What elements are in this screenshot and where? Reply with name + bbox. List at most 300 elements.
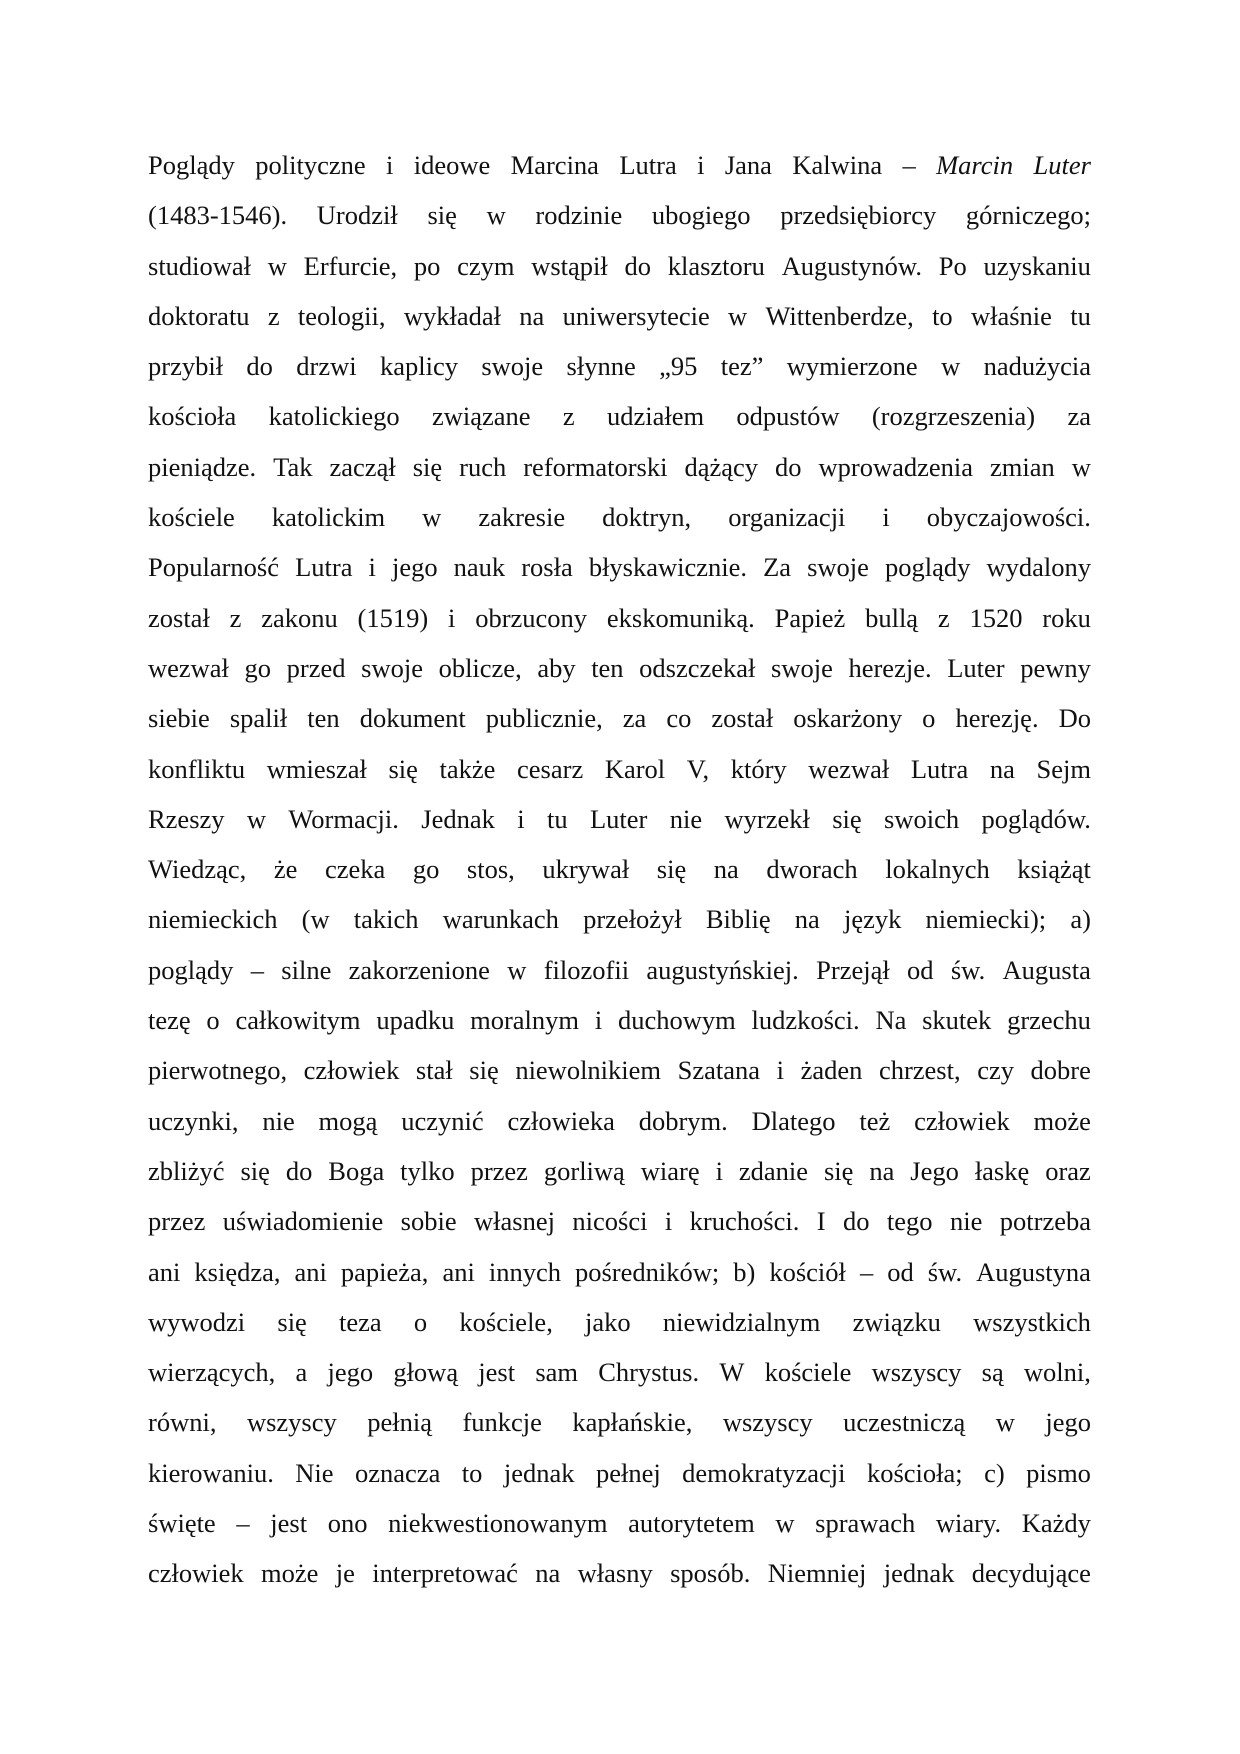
word: jest bbox=[478, 1357, 516, 1388]
word: się bbox=[427, 200, 457, 231]
word: ani bbox=[294, 1256, 327, 1287]
word: Karol bbox=[604, 753, 666, 784]
word: sobie bbox=[400, 1206, 457, 1237]
word: i bbox=[386, 150, 394, 180]
word: do bbox=[624, 250, 651, 281]
word: kościół bbox=[769, 1256, 846, 1287]
word: niewolnikiem bbox=[515, 1055, 662, 1086]
word: w bbox=[267, 250, 287, 281]
word: Nie bbox=[295, 1457, 334, 1488]
word: w bbox=[728, 300, 748, 331]
word: (1483-1546). bbox=[148, 200, 288, 231]
word: oraz bbox=[1045, 1155, 1091, 1186]
word: rosła bbox=[521, 552, 573, 583]
word: i bbox=[697, 150, 705, 180]
word: żaden bbox=[800, 1055, 863, 1086]
word: górniczego; bbox=[965, 200, 1091, 231]
word: bullą bbox=[865, 602, 919, 633]
word: w bbox=[995, 1407, 1015, 1438]
word: udziałem bbox=[606, 401, 705, 432]
word: się bbox=[388, 753, 418, 784]
word: grzechu bbox=[1007, 1005, 1091, 1036]
word: stos, bbox=[466, 854, 515, 885]
word: może bbox=[1033, 1105, 1091, 1136]
word: Wormacji. bbox=[288, 803, 399, 834]
word: kościele, bbox=[459, 1306, 553, 1337]
word: Kalwina bbox=[792, 150, 883, 180]
word: go bbox=[412, 854, 440, 885]
word: b) bbox=[733, 1256, 756, 1287]
word: konfliktu bbox=[148, 753, 246, 784]
word: filozofii bbox=[543, 954, 630, 985]
word: wiarę bbox=[640, 1155, 700, 1186]
word: sam bbox=[535, 1357, 579, 1388]
word: człowieka bbox=[507, 1105, 615, 1136]
word: nie bbox=[262, 1105, 295, 1136]
word: wstąpił bbox=[531, 250, 608, 281]
word: jego bbox=[327, 1357, 374, 1388]
word: swoje bbox=[771, 652, 833, 683]
word: jednak bbox=[503, 1457, 575, 1488]
word: św. bbox=[927, 1256, 963, 1287]
word: Do bbox=[1058, 703, 1091, 734]
word: ruch bbox=[459, 451, 507, 482]
word: z bbox=[267, 300, 280, 331]
word: i bbox=[715, 1155, 723, 1186]
word: do bbox=[843, 1206, 870, 1237]
word: co bbox=[666, 703, 692, 734]
word: z bbox=[562, 401, 575, 432]
word: Augusta bbox=[1002, 954, 1091, 985]
word: na bbox=[794, 904, 820, 935]
word: gorliwą bbox=[543, 1155, 625, 1186]
word: się bbox=[240, 1155, 270, 1186]
word: katolickiego bbox=[268, 401, 400, 432]
word: ukrywał bbox=[542, 854, 630, 885]
word: się bbox=[469, 1055, 499, 1086]
word: tylko bbox=[400, 1155, 455, 1186]
word: skutek bbox=[922, 1005, 992, 1036]
word: i bbox=[882, 502, 890, 533]
word: wymierzone bbox=[786, 351, 918, 382]
word: upadku bbox=[376, 1005, 455, 1036]
word: Sejm bbox=[1036, 753, 1091, 784]
word: Przejął bbox=[816, 954, 890, 985]
word: teologii, bbox=[297, 300, 386, 331]
word: swoje bbox=[481, 351, 544, 382]
text-line bbox=[148, 794, 1091, 844]
word: Wittenberdze, bbox=[765, 300, 914, 331]
word: nicości bbox=[572, 1206, 648, 1237]
text-line bbox=[148, 1045, 1091, 1095]
word: V, bbox=[686, 753, 710, 784]
word: do bbox=[285, 1155, 313, 1186]
word: cesarz bbox=[517, 753, 584, 784]
word: ten bbox=[307, 703, 340, 734]
word: jego bbox=[391, 552, 438, 583]
word: przełożył bbox=[583, 904, 682, 935]
word: aby bbox=[537, 652, 576, 683]
word: się bbox=[823, 1155, 854, 1186]
word: duchowym bbox=[617, 1005, 736, 1036]
word: wydalony bbox=[986, 552, 1091, 583]
word: człowiek bbox=[303, 1055, 400, 1086]
word: I bbox=[816, 1206, 826, 1237]
word: zaczął bbox=[329, 451, 396, 482]
word: ekskomuniką. bbox=[606, 602, 755, 633]
word: są bbox=[981, 1357, 1004, 1388]
word: kapłańskie, bbox=[572, 1407, 693, 1438]
word: także bbox=[439, 753, 496, 784]
text-line bbox=[148, 1548, 1091, 1598]
word: i bbox=[594, 1005, 603, 1036]
text-line bbox=[148, 492, 1091, 542]
word: słynne bbox=[566, 351, 636, 382]
word: nie bbox=[669, 803, 703, 834]
word: swoje bbox=[361, 652, 423, 683]
word: W bbox=[719, 1357, 745, 1388]
word: po bbox=[413, 250, 441, 281]
word: herezję. bbox=[955, 703, 1039, 734]
word: Marcina bbox=[510, 150, 599, 180]
word: Rzeszy bbox=[148, 803, 225, 834]
word: na bbox=[869, 1155, 895, 1186]
word: że bbox=[273, 854, 298, 885]
word: drzwi bbox=[296, 351, 357, 382]
text-line bbox=[148, 391, 1091, 441]
word: kościoła; bbox=[866, 1457, 963, 1488]
word: chrzest, bbox=[878, 1055, 961, 1086]
word: Lutra bbox=[295, 552, 353, 583]
text-line bbox=[148, 894, 1091, 944]
word: uczynki, bbox=[148, 1105, 239, 1136]
word: nauk bbox=[453, 552, 506, 583]
word: w bbox=[422, 502, 442, 533]
word: niemieckich bbox=[148, 904, 278, 935]
word: rodzinie bbox=[535, 200, 623, 231]
word: wszystkich bbox=[973, 1306, 1091, 1337]
word: Tak bbox=[273, 451, 313, 482]
text-line bbox=[148, 1247, 1091, 1297]
word: – bbox=[902, 150, 916, 180]
word: zdanie bbox=[738, 1155, 809, 1186]
word: Popularność bbox=[148, 552, 280, 583]
word: Papież bbox=[774, 602, 846, 633]
word: i bbox=[517, 803, 525, 834]
word: swoich bbox=[884, 803, 960, 834]
word: tez” bbox=[720, 351, 764, 382]
word: potrzeba bbox=[999, 1206, 1091, 1237]
word: jako bbox=[585, 1306, 631, 1337]
word: wezwał bbox=[148, 652, 229, 683]
word: Urodził bbox=[316, 200, 398, 231]
word: pełnej bbox=[595, 1457, 661, 1488]
word: przed bbox=[286, 652, 346, 683]
word: czym bbox=[457, 250, 515, 281]
word: może bbox=[261, 1558, 319, 1589]
word: uniwersytecie bbox=[562, 300, 710, 331]
word: augustyńskiej. bbox=[646, 954, 799, 985]
word: od bbox=[887, 1256, 914, 1287]
word: poglądy bbox=[148, 954, 234, 985]
word: dworach bbox=[766, 854, 858, 885]
word: dobrym. bbox=[638, 1105, 728, 1136]
word: poglądów. bbox=[981, 803, 1091, 834]
text-line bbox=[148, 1448, 1091, 1498]
word: wszyscy bbox=[871, 1357, 962, 1388]
word: wprowadzenia bbox=[818, 451, 974, 482]
word: ubogiego bbox=[651, 200, 751, 231]
word: ono bbox=[327, 1508, 368, 1539]
word: przez bbox=[470, 1155, 528, 1186]
word: własny bbox=[577, 1558, 653, 1589]
text-line bbox=[148, 1096, 1091, 1146]
word: Jednak bbox=[421, 803, 495, 834]
word: związku bbox=[852, 1306, 941, 1337]
word: ten bbox=[591, 652, 624, 683]
word: niemiecki); bbox=[925, 904, 1047, 935]
word: Lutra bbox=[619, 150, 677, 180]
text-line bbox=[148, 995, 1091, 1045]
word: ani bbox=[148, 1256, 181, 1287]
word: (w bbox=[301, 904, 330, 935]
word: przedsiębiorcy bbox=[780, 200, 937, 231]
text-line bbox=[148, 1498, 1091, 1548]
word: uczynić bbox=[401, 1105, 484, 1136]
word: niewidzialnym bbox=[662, 1306, 821, 1337]
word: wywodzi bbox=[148, 1306, 246, 1337]
text-line bbox=[148, 1196, 1091, 1246]
word: wyrzekł bbox=[724, 803, 810, 834]
text-line bbox=[148, 593, 1091, 643]
word: zakresie bbox=[478, 502, 566, 533]
word: zmian bbox=[990, 451, 1055, 482]
word: Augustyna bbox=[976, 1256, 1091, 1287]
word: wolni, bbox=[1023, 1357, 1091, 1388]
word: poglądy bbox=[885, 552, 971, 583]
word: o bbox=[413, 1306, 428, 1337]
word: kościoła bbox=[148, 401, 237, 432]
word: a bbox=[295, 1357, 308, 1388]
word: własnej bbox=[474, 1206, 555, 1237]
word: właśnie bbox=[970, 300, 1052, 331]
word: doktoratu bbox=[148, 300, 250, 331]
word: wykładał bbox=[403, 300, 501, 331]
word: pewny bbox=[1020, 652, 1091, 683]
word: wezwał bbox=[808, 753, 890, 784]
text-line bbox=[148, 1397, 1091, 1447]
word: w bbox=[775, 1508, 795, 1539]
word: obrzucony bbox=[475, 602, 588, 633]
word: za bbox=[622, 703, 647, 734]
word: stał bbox=[415, 1055, 453, 1086]
word: zbliżyć bbox=[148, 1155, 225, 1186]
word: zakonu bbox=[261, 602, 338, 633]
word: łaskę bbox=[974, 1155, 1030, 1186]
word: został bbox=[148, 602, 210, 633]
word: jednak bbox=[883, 1558, 955, 1589]
word: sprawach bbox=[815, 1508, 916, 1539]
word: na bbox=[713, 854, 739, 885]
word: Jego bbox=[910, 1155, 959, 1186]
word: Marcin bbox=[936, 150, 1014, 180]
text-line bbox=[148, 744, 1091, 794]
word: z bbox=[229, 602, 242, 633]
word: przybił bbox=[148, 351, 224, 382]
text-line bbox=[148, 945, 1091, 995]
word: Luter bbox=[589, 803, 648, 834]
word: uczestniczą bbox=[843, 1407, 966, 1438]
word: ideowe bbox=[413, 150, 491, 180]
text-line bbox=[148, 241, 1091, 291]
text-line bbox=[148, 291, 1091, 341]
word: Boga bbox=[328, 1155, 385, 1186]
word: tego bbox=[886, 1206, 933, 1237]
word: równi, bbox=[148, 1407, 217, 1438]
word: swoje bbox=[807, 552, 869, 583]
word: kościele bbox=[148, 502, 235, 533]
word: czeka bbox=[324, 854, 386, 885]
word: Wiedząc, bbox=[148, 854, 247, 885]
word: dążący bbox=[684, 451, 759, 482]
word: takich bbox=[353, 904, 419, 935]
word: się bbox=[832, 803, 862, 834]
word: Erfurcie, bbox=[303, 250, 398, 281]
word: o bbox=[922, 703, 936, 734]
word: klasztoru bbox=[667, 250, 765, 281]
text-line bbox=[148, 1297, 1091, 1347]
word: odszczekał bbox=[639, 652, 756, 683]
word: został bbox=[711, 703, 774, 734]
word: niekwestionowanym bbox=[388, 1508, 608, 1539]
word: funkcje bbox=[462, 1407, 542, 1438]
word: w bbox=[486, 200, 506, 231]
word: do bbox=[246, 351, 273, 382]
word: „95 bbox=[659, 351, 698, 382]
word: pierwotnego, bbox=[148, 1055, 288, 1086]
word: sposób. bbox=[670, 1558, 751, 1589]
text-line bbox=[148, 190, 1091, 240]
body-text bbox=[148, 140, 1091, 1599]
word: całkowitym bbox=[235, 1005, 361, 1036]
word: Luter bbox=[947, 652, 1005, 683]
word: pismo bbox=[1026, 1457, 1091, 1488]
word: studiował bbox=[148, 250, 252, 281]
word: ani bbox=[442, 1256, 475, 1287]
word: (rozgrzeszenia) bbox=[871, 401, 1036, 432]
word: oskarżony bbox=[793, 703, 903, 734]
word: kaplicy bbox=[379, 351, 458, 382]
word: nie bbox=[949, 1206, 983, 1237]
word: i bbox=[368, 552, 376, 583]
word: Luter bbox=[1033, 150, 1091, 180]
word: c) bbox=[984, 1457, 1005, 1488]
word: moralnym bbox=[470, 1005, 580, 1036]
word: św. bbox=[950, 954, 986, 985]
word: pełnią bbox=[367, 1407, 432, 1438]
word: je bbox=[335, 1558, 355, 1589]
word: tu bbox=[546, 803, 568, 834]
word: w bbox=[507, 954, 527, 985]
word: doktryn, bbox=[602, 502, 692, 533]
word: nadużycia bbox=[983, 351, 1091, 382]
word: Chrystus. bbox=[598, 1357, 700, 1388]
word: przez bbox=[148, 1206, 206, 1237]
word: kościele bbox=[764, 1357, 852, 1388]
text-line bbox=[148, 844, 1091, 894]
word: ludzkości. bbox=[751, 1005, 860, 1036]
word: do bbox=[775, 451, 802, 482]
word: święte bbox=[148, 1508, 216, 1539]
word: oblicze, bbox=[438, 652, 522, 683]
word: Po bbox=[938, 250, 967, 281]
word: na bbox=[989, 753, 1015, 784]
word: dobre bbox=[1030, 1055, 1091, 1086]
word: dokument bbox=[359, 703, 466, 734]
word: i bbox=[664, 1206, 673, 1237]
word: pośredników; bbox=[574, 1256, 720, 1287]
word: Lutra bbox=[910, 753, 969, 784]
word: Augustynów. bbox=[781, 250, 922, 281]
word: mogą bbox=[318, 1105, 378, 1136]
word: uświadomienie bbox=[222, 1206, 384, 1237]
word: czy bbox=[977, 1055, 1014, 1086]
word: Za bbox=[763, 552, 792, 583]
word: kierowaniu. bbox=[148, 1457, 274, 1488]
word: lokalnych bbox=[885, 854, 990, 885]
word: z bbox=[937, 602, 950, 633]
word: też bbox=[859, 1105, 891, 1136]
word: głową bbox=[393, 1357, 459, 1388]
word: Na bbox=[875, 1005, 907, 1036]
word: herezje. bbox=[848, 652, 932, 683]
word: Niemniej bbox=[767, 1558, 867, 1589]
word: jego bbox=[1045, 1407, 1091, 1438]
word: wierzących, bbox=[148, 1357, 276, 1388]
text-line bbox=[148, 542, 1091, 592]
word: organizacji bbox=[728, 502, 846, 533]
word: związane bbox=[431, 401, 531, 432]
word: polityczne bbox=[255, 150, 366, 180]
word: warunkach bbox=[442, 904, 559, 935]
word: decydujące bbox=[971, 1558, 1091, 1589]
word: księdza, bbox=[194, 1256, 281, 1287]
word: w bbox=[246, 803, 267, 834]
word: Dlatego bbox=[751, 1105, 836, 1136]
word: Poglądy bbox=[148, 150, 235, 180]
word: Szatana bbox=[677, 1055, 761, 1086]
word: to bbox=[461, 1457, 483, 1488]
word: silne bbox=[281, 954, 332, 985]
word: to bbox=[932, 300, 953, 331]
word: i bbox=[776, 1055, 784, 1086]
text-line bbox=[148, 643, 1091, 693]
word: – bbox=[859, 1256, 874, 1287]
text-line bbox=[148, 140, 1091, 190]
text-line bbox=[148, 1146, 1091, 1196]
word: pieniądze. bbox=[148, 451, 257, 482]
word: się bbox=[412, 451, 443, 482]
word: zakorzenione bbox=[348, 954, 490, 985]
word: wszyscy bbox=[246, 1407, 337, 1438]
word: a) bbox=[1070, 904, 1091, 935]
word: tu bbox=[1070, 300, 1091, 331]
word: spalił bbox=[229, 703, 288, 734]
word: w bbox=[1071, 451, 1091, 482]
word: człowiek bbox=[914, 1105, 1010, 1136]
word: w bbox=[941, 351, 961, 382]
word: od bbox=[907, 954, 934, 985]
